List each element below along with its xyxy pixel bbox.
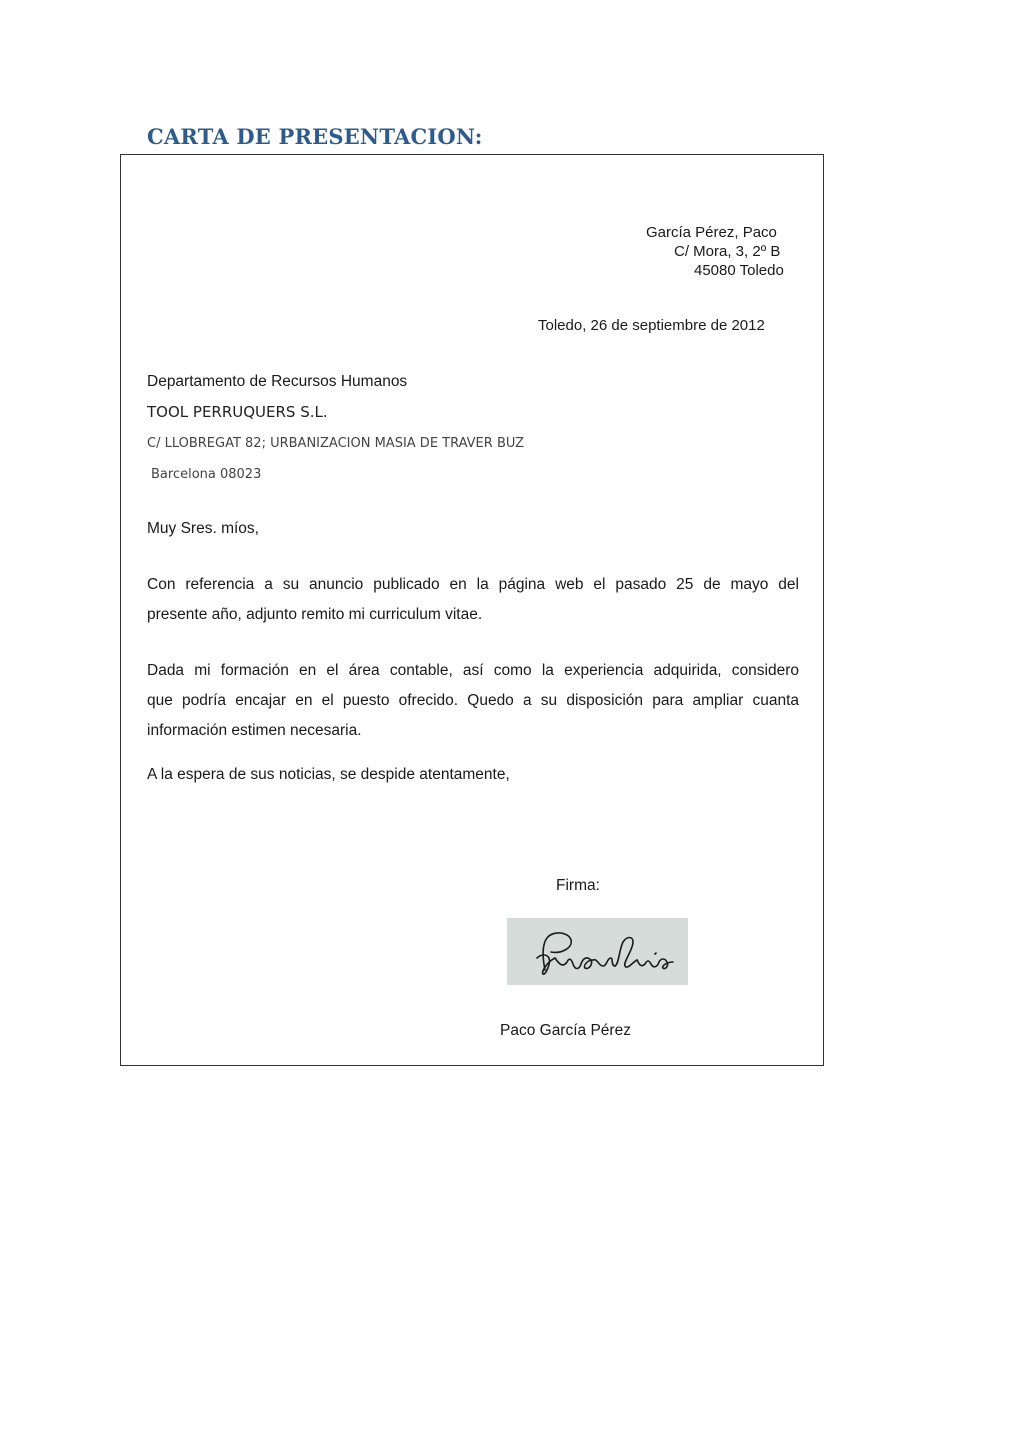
signature-label: Firma: [556,877,600,894]
recipient-address: C/ LLOBREGAT 82; URBANIZACION MASIA DE TRAVER BUZ [147,436,525,451]
paragraph-1-line-1: Con referencia a su anuncio publicado en la página web el pasado 25 de mayo del [147,576,799,593]
paragraph-2-line-1: Dada mi formación en el área contable, así como la experiencia adquirida, considero [147,662,799,679]
salutation: Muy Sres. míos, [147,520,259,537]
recipient-city: Barcelona 08023 [151,467,262,482]
recipient-department: Departamento de Recursos Humanos [147,373,408,390]
signer-name: Paco García Pérez [500,1022,631,1039]
paragraph-2-line-3: información estimen necesaria. [147,722,362,739]
sender-city: 45080 Toledo [694,262,784,279]
signature-image [507,918,688,985]
closing-line: A la espera de sus noticias, se despide atentamente, [147,766,510,783]
letter-date: Toledo, 26 de septiembre de 2012 [538,317,765,334]
letter-title: CARTA DE PRESENTACION: [147,124,483,149]
sender-street: C/ Mora, 3, 2º B [674,243,781,260]
signature-scribble [507,918,688,985]
recipient-company: TOOL PERRUQUERS S.L. [147,403,328,421]
paragraph-1-line-2: presente año, adjunto remito mi curriculum vitae. [147,606,483,623]
paragraph-2 [147,656,799,746]
paragraph-2-line-2: que podría encajar en el puesto ofrecido. Quedo a su disposición para ampliar cuanta [147,692,799,709]
sender-name: García Pérez, Paco [646,224,777,241]
paragraph-1 [147,570,799,630]
